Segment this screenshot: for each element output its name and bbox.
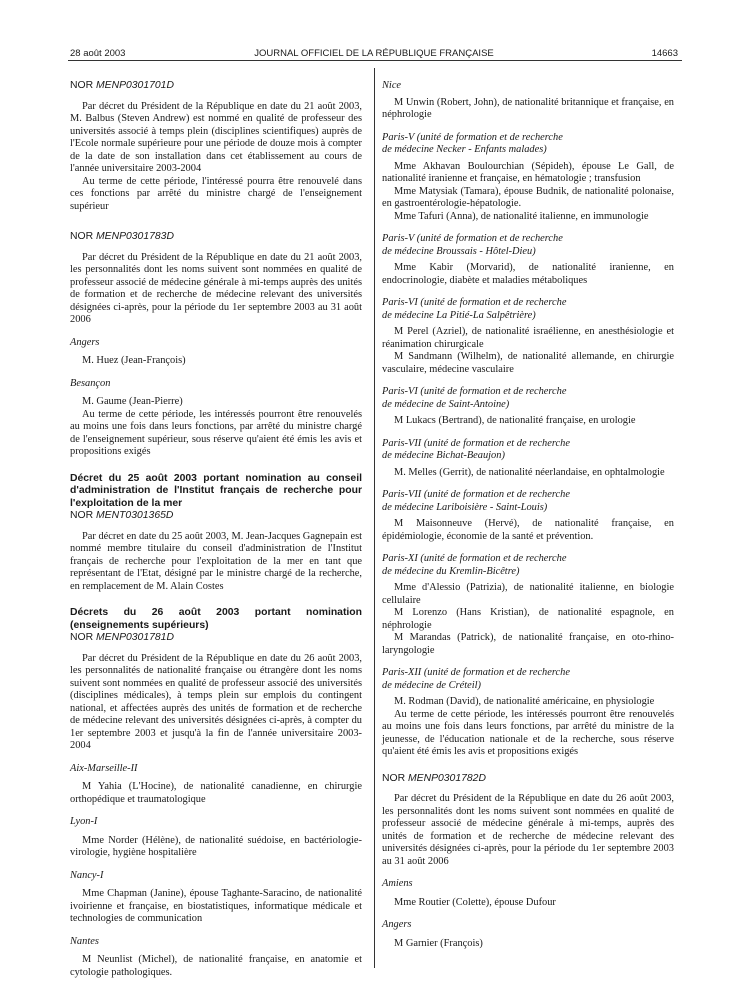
journal-title: JOURNAL OFFICIEL DE LA RÉPUBLIQUE FRANÇAISE [254, 48, 494, 59]
appointee: Mme Chapman (Janine), épouse Taghante-Saracino, de nationalité ivoirienne et française, en biostatistiques, informatique médicale et technologies de communication [70, 888, 362, 924]
appointee: Mme Akhavan Boulourchian (Sépideh), épouse Le Gall, de nationalité iranienne et française, en hématologie ; transfusion [382, 160, 674, 184]
unit-heading [382, 297, 674, 322]
university-heading: Besançon [70, 377, 111, 389]
nor-code: MENP0301783D [95, 231, 174, 242]
university-heading: Nancy-I [70, 869, 104, 881]
unit-heading-line: de médecine du Kremlin-Bicêtre) [382, 565, 520, 577]
paragraph: Au terme de cette période, les intéressés pourront être renouvelés au moins une fois dans leurs fonctions, par arrêté du ministre de la jeunesse, de l'éducation nationale et de la recherche, sous réserve qu'aient été émis les avis et propositions exigés [382, 708, 674, 757]
appointee: M. Huez (Jean-François) [82, 355, 186, 366]
nor-reference [70, 80, 362, 93]
nor-label: NOR [70, 80, 94, 91]
university-heading: Aix-Marseille-II [70, 762, 138, 774]
header-date: 28 août 2003 [70, 48, 126, 59]
appointee: Mme Norder (Hélène), de nationalité suédoise, en bactériologie-virologie, hygiène hospitalière [70, 834, 362, 858]
university-heading: Nantes [70, 935, 99, 947]
unit-heading [382, 386, 674, 411]
unit-heading-line: de médecine de Saint-Antoine) [382, 398, 510, 410]
header-rule [68, 60, 682, 61]
university-heading: Angers [382, 919, 412, 930]
paragraph: Par décret du Président de la République en date du 21 août 2003, les personnalités dont les noms suivent sont nommées en qualité de professeur associé de médecine générale à mi-temps auprès des unités de formation et de recherche de médecine relevant des universités désignées ci-après, pour la période du 1er septembre 2003 au 31 août 2006 [70, 251, 362, 325]
university-heading: Angers [70, 336, 100, 348]
nor-reference [70, 231, 362, 244]
appointee: M Lorenzo (Hans Kristian), de nationalité espagnole, en néphrologie [382, 607, 674, 631]
appointee: M. Melles (Gerrit), de nationalité néerlandaise, en ophtalmologie [394, 466, 665, 478]
unit-heading [382, 438, 674, 463]
appointee: Mme d'Alessio (Patrizia), de nationalité italienne, en biologie cellulaire [382, 582, 674, 606]
nor-label: NOR [382, 772, 406, 784]
nor-label: NOR [70, 510, 94, 521]
university-heading: Nice [382, 80, 402, 91]
unit-heading-line: Paris-VI (unité de formation et de recherche [382, 297, 567, 308]
appointee: M. Gaume (Jean-Pierre) [82, 396, 183, 407]
right-column [382, 80, 674, 950]
unit-heading-line: Paris-XI (unité de formation et de recherche [382, 553, 567, 564]
nor-reference [70, 632, 362, 645]
page-number: 14663 [651, 48, 678, 59]
unit-heading [382, 553, 674, 578]
unit-heading-line: Paris-VII (unité de formation et de recherche [382, 489, 570, 500]
unit-heading-line: Paris-VII (unité de formation et de recherche [382, 437, 570, 449]
unit-heading-line: Paris-XII (unité de formation et de recherche [382, 667, 570, 678]
paragraph: Au terme de cette période, l'intéressé pourra être renouvelé dans ces fonctions par arrêté du ministre chargé de l'enseignement supérieur [70, 175, 362, 212]
appointee: M Yahia (L'Hocine), de nationalité canadienne, en chirurgie orthopédique et traumatologique [70, 781, 362, 805]
appointee: M Garnier (François) [394, 937, 483, 949]
appointee: Mme Kabir (Morvarid), de nationalité iranienne, en endocrinologie, diabète et maladies métaboliques [382, 262, 674, 286]
appointee: M Lukacs (Bertrand), de nationalité française, en urologie [394, 415, 636, 426]
appointee: M Sandmann (Wilhelm), de nationalité allemande, en chirurgie vasculaire, médecine vasculaire [382, 351, 674, 375]
unit-heading-line: Paris-V (unité de formation et de recherche [382, 233, 563, 244]
unit-heading [382, 667, 674, 692]
paragraph: Au terme de cette période, les intéressés pourront être renouvelés au moins une fois dans leurs fonctions, par arrêté du ministre chargé de l'enseignement supérieur, sous réserve qu'aient été émis les avis et propositions exigés [70, 408, 362, 457]
university-heading: Amiens [382, 878, 413, 889]
appointee: M Neunlist (Michel), de nationalité française, en anatomie et cytologie pathologiques. [70, 954, 362, 978]
unit-heading-line: de médecine Bichat-Beaujon) [382, 450, 505, 461]
nor-reference [382, 773, 674, 786]
appointee: M Perel (Azriel), de nationalité israélienne, en anesthésiologie et réanimation chirurgicale [382, 326, 674, 350]
unit-heading-line: Paris-VI (unité de formation et de recherche [382, 386, 567, 397]
appointee: Mme Routier (Colette), épouse Dufour [394, 896, 556, 908]
appointee: Mme Tafuri (Anna), de nationalité italienne, en immunologie [394, 210, 649, 222]
column-divider [374, 68, 375, 968]
paragraph: Par décret du Président de la République en date du 26 août 2003, les personnalités dont les noms suivent sont nommées en qualité de professeur associé de médecine générale à mi-temps, auprès des unités de formation et de recherche de médecine relevant des universités désignées ci-après, pour la période du 1er septembre 2003 au 31 août 2006 [382, 793, 674, 867]
unit-heading [382, 489, 674, 514]
nor-code: MENP0301782D [407, 772, 486, 784]
nor-reference [70, 510, 362, 523]
unit-heading [382, 233, 674, 258]
unit-heading-line: Paris-V (unité de formation et de recherche [382, 131, 563, 143]
paragraph: Par décret du Président de la République en date du 26 août 2003, les personnalités de nationalité française ou étrangère dont les noms suivent sont nommées en qualité de professeur associé des universités (disciplines médicales), à temps plein sur emplois du contingent national, et affectées auprès des unités de formation et de recherche de médecine relevant des universités désignées ci-après, à compter du 1er septembre 2003 et jusqu'à la fin de l'année universitaire 2003-2004 [70, 652, 362, 751]
nor-code: MENP0301701D [95, 80, 174, 91]
decree-title: Décrets du 26 août 2003 portant nomination (enseignements supérieurs) [70, 607, 362, 631]
appointee: M Marandas (Patrick), de nationalité française, en oto-rhino-laryngologie [382, 632, 674, 656]
unit-heading-line: de médecine Necker - Enfants malades) [382, 144, 547, 155]
paragraph: Par décret en date du 25 août 2003, M. Jean-Jacques Gagnepain est nommé membre titulaire du conseil d'administration de l'Institut français de recherche pour l'exploitation de la mer en tant que représentant de l'Etat, désigné par le ministre chargé de la recherche, en remplacement de M. Alain Costes [70, 530, 362, 592]
left-column [70, 80, 362, 979]
nor-label: NOR [70, 231, 94, 242]
nor-label: NOR [70, 632, 94, 643]
unit-heading [382, 132, 674, 157]
unit-heading-line: de médecine de Créteil) [382, 679, 481, 691]
decree-title: Décret du 25 août 2003 portant nomination au conseil d'administration de l'Institut français de recherche pour l'exploitation de la mer [70, 472, 362, 509]
appointee: M Unwin (Robert, John), de nationalité britannique et française, en néphrologie [382, 96, 674, 120]
university-heading: Lyon-I [70, 816, 98, 827]
appointee: M. Rodman (David), de nationalité américaine, en physiologie [394, 696, 655, 707]
paragraph: Par décret du Président de la République en date du 21 août 2003, M. Balbus (Steven Andrew) est nommé en qualité de professeur des universités associé à temps plein (disciplines scientifiques) auprès de l'Ecole normale supérieure pour une période de douze mois à compter de la date de son installation dans cet établissement au cours de l'année universitaire 2003-2004 [70, 100, 362, 174]
unit-heading-line: de médecine Lariboisière - Saint-Louis) [382, 501, 548, 513]
nor-code: MENP0301781D [95, 632, 174, 643]
appointee: M Maisonneuve (Hervé), de nationalité française, en épidémiologie, économie de la santé et prévention. [382, 518, 674, 542]
unit-heading-line: de médecine Broussais - Hôtel-Dieu) [382, 245, 536, 257]
appointee: Mme Matysiak (Tamara), épouse Budnik, de nationalité polonaise, en gastroentérologie-hépatologie. [382, 185, 674, 209]
nor-code: MENT0301365D [95, 510, 174, 521]
unit-heading-line: de médecine La Pitié-La Salpêtrière) [382, 309, 536, 321]
